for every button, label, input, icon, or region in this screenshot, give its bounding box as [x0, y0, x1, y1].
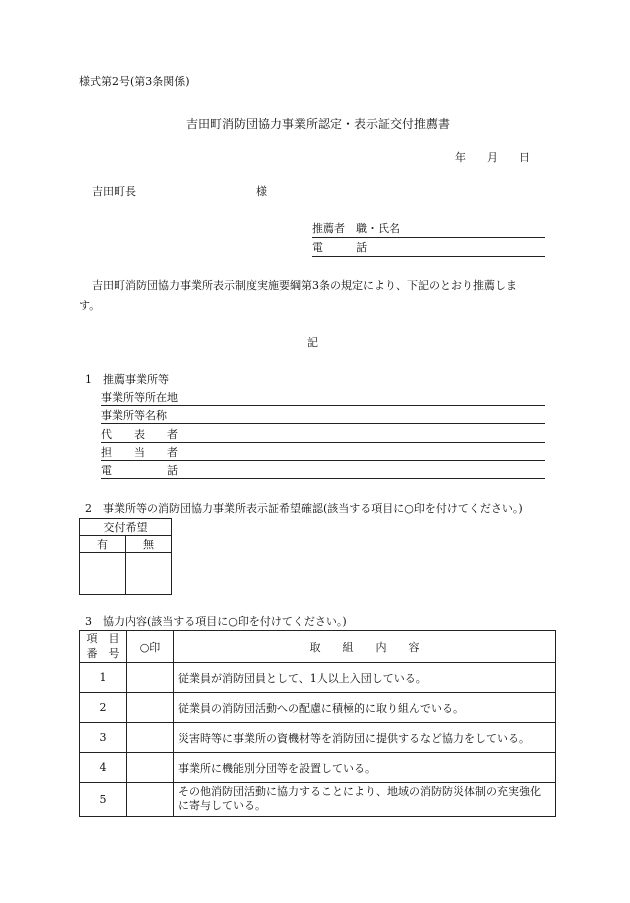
document-title: 吉田町消防団協力事業所認定・表示証交付推薦書 — [186, 117, 451, 131]
mark-cell[interactable] — [127, 693, 174, 723]
addressee-honorific: 様 — [256, 185, 267, 198]
field-address-label: 事業所等所在地 — [101, 391, 178, 404]
field-contact-line[interactable] — [101, 460, 545, 461]
section3-heading: 3 協力内容(該当する項目に○印を付けてください。) — [85, 615, 347, 628]
mark-cell[interactable] — [127, 663, 174, 693]
recommender-name-label: 推薦者 職・氏名 — [312, 222, 400, 235]
recommender-phone-label: 電 話 — [312, 241, 367, 254]
field-phone-line[interactable] — [101, 478, 545, 479]
content-text: 災害時等に事業所の資機材等を消防団に提供するなど協力をしている。 — [174, 723, 556, 753]
section2-heading: 2 事業所等の消防団協力事業所表示証希望確認(該当する項目に○印を付けてください。) — [85, 502, 523, 515]
item-number-header — [80, 631, 127, 663]
content-header: 取 組 内 容 — [174, 631, 556, 663]
content-text: 従業員が消防団員として、1人以上入団している。 — [174, 663, 556, 693]
mark-cell[interactable] — [127, 783, 174, 817]
item-number: 3 — [80, 723, 127, 753]
date-day-label: 日 — [519, 151, 530, 164]
section1-heading: 1 推薦事業所等 — [85, 373, 169, 386]
table-row — [80, 723, 556, 753]
issuance-no-cell[interactable] — [126, 553, 172, 595]
issuance-yes-header: 有 — [80, 536, 126, 553]
field-representative-label: 代 表 者 — [101, 428, 178, 441]
item-number: 2 — [80, 693, 127, 723]
date-month-label: 月 — [487, 151, 498, 164]
mark-cell[interactable] — [127, 723, 174, 753]
ki-label: 記 — [307, 336, 318, 349]
recommender-name-line[interactable] — [312, 237, 545, 238]
item-number-header-line1: 項 目 — [86, 632, 120, 646]
field-representative-line[interactable] — [101, 442, 545, 443]
item-number: 5 — [80, 783, 127, 817]
issuance-no-header: 無 — [126, 536, 172, 553]
mark-header: ○印 — [127, 631, 174, 663]
table-row — [80, 693, 556, 723]
table-row — [80, 783, 556, 817]
field-phone-label: 電 話 — [101, 464, 178, 477]
mark-cell[interactable] — [127, 753, 174, 783]
field-name-label: 事業所等名称 — [101, 409, 167, 422]
content-text: 従業員の消防団活動への配慮に積極的に取り組んでいる。 — [174, 693, 556, 723]
intro-line-1: 吉田町消防団協力事業所表示制度実施要綱第3条の規定により、下記のとおり推薦しま — [92, 279, 517, 292]
content-text: 事業所に機能別分団等を設置している。 — [174, 753, 556, 783]
item-number: 4 — [80, 753, 127, 783]
addressee: 吉田町長 — [92, 185, 136, 198]
issuance-yes-cell[interactable] — [80, 553, 126, 595]
table-row — [80, 663, 556, 693]
issuance-header: 交付希望 — [80, 519, 172, 536]
cooperation-table — [79, 630, 556, 817]
field-address-line[interactable] — [101, 405, 545, 406]
item-number: 1 — [80, 663, 127, 693]
table-row — [80, 753, 556, 783]
item-number-header-line2: 番 号 — [86, 646, 120, 660]
field-contact-label: 担 当 者 — [101, 446, 178, 459]
issuance-preference-table — [79, 518, 172, 595]
date-year-label: 年 — [455, 151, 466, 164]
intro-line-2: す。 — [79, 299, 101, 312]
content-text: その他消防団活動に協力することにより、地域の消防防災体制の充実強化に寄与している。 — [174, 783, 556, 817]
recommender-phone-line[interactable] — [312, 256, 545, 257]
field-name-line[interactable] — [101, 423, 545, 424]
form-number: 様式第2号(第3条関係) — [79, 75, 190, 88]
